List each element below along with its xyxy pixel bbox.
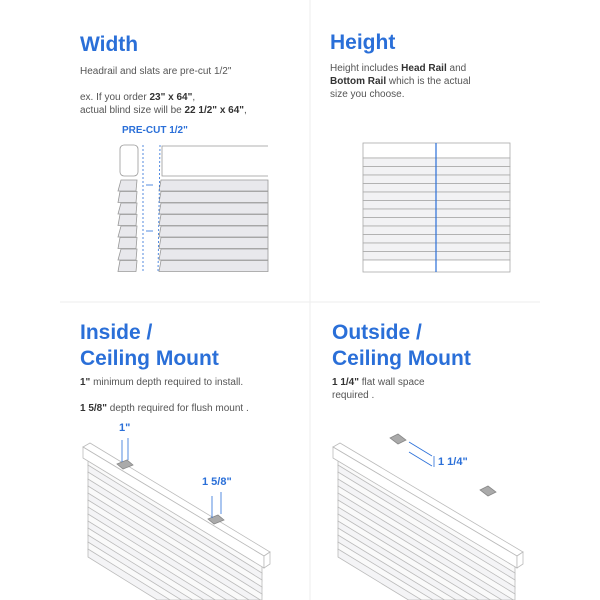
slats [118,180,268,272]
text: and [446,63,467,74]
head-rail: Head Rail [401,63,447,74]
title-line: Inside / [80,321,153,344]
text: which is the actual [386,76,471,87]
outside-label: 1 1/4" [438,456,468,468]
slat [159,192,268,203]
slat [159,249,268,260]
width-desc: Headrail and slats are pre-cut 1/2" [80,66,232,77]
inside-mount-diagram [83,438,270,600]
inside-desc-2 [80,402,249,415]
slat [118,180,137,191]
text: size you choose. [330,89,405,100]
width-diagram [118,145,268,272]
text: depth required for flush mount . [106,403,249,414]
bracket-icon [480,486,496,496]
bracket-icon [390,434,406,444]
actual-suffix: , [244,105,247,116]
text: flat wall space [358,377,425,388]
slat [159,261,268,272]
title-line: Ceiling Mount [80,347,219,370]
outside-title [332,320,471,372]
slat [159,226,268,237]
slat [159,215,268,226]
value: 1 1/4" [332,377,359,388]
slat [118,238,137,249]
actual-size: 22 1/2" x 64" [184,105,245,116]
outside-mount-diagram [333,434,523,600]
outside-desc [332,376,425,402]
inside-title [80,320,219,372]
ex-suffix: , [192,92,196,103]
slat [159,203,268,214]
height-diagram [363,143,510,272]
height-title: Height [330,31,396,54]
headrail [162,146,268,176]
height-desc [330,62,471,101]
value: 1" [80,377,91,388]
slats [338,458,515,600]
slat [118,215,137,226]
text: minimum depth required to install. [90,377,244,388]
slat [118,261,137,272]
slats [88,458,262,600]
headrail-cut-piece [120,145,138,176]
text: Height includes [330,63,402,74]
ex-prefix: ex. If you order [80,92,150,103]
slat [159,238,268,249]
inside-label-1: 1" [119,422,131,434]
title-line: Outside / [332,321,422,344]
slat [159,180,268,191]
ex-order: 23" x 64" [149,92,193,103]
inside-label-2: 1 5/8" [202,476,232,488]
slat [118,203,137,214]
inside-desc-1 [80,376,243,389]
slat [118,192,137,203]
title-line: Ceiling Mount [332,347,471,370]
value: 1 5/8" [80,403,107,414]
text: required . [332,390,375,401]
bottom-rail: Bottom Rail [330,76,387,87]
width-title: Width [80,33,139,56]
precut-label: PRE-CUT 1/2" [122,125,188,136]
width-example [80,91,247,117]
slat [118,249,137,260]
slat [118,226,137,237]
actual-prefix: actual blind size will be [80,105,185,116]
